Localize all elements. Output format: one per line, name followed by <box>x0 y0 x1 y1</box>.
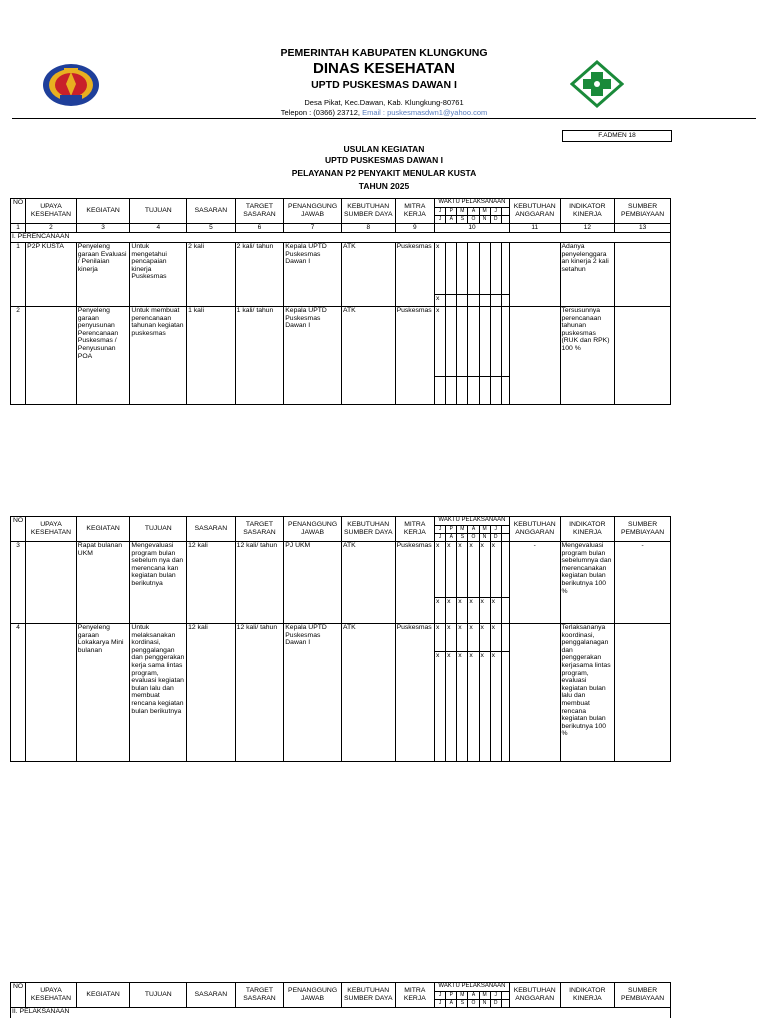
month-mark <box>446 307 457 377</box>
month-mark: x <box>468 624 479 652</box>
header-divider <box>12 118 756 119</box>
month-mark: x <box>490 542 501 598</box>
col-waktu: WAKTU PELAKSANAAN <box>435 983 510 992</box>
month-may: M <box>479 992 490 1000</box>
month-mark: x <box>446 652 457 762</box>
month-mark: x <box>446 542 457 598</box>
col-num: 10 <box>435 224 510 233</box>
row-pembiayaan <box>615 624 671 762</box>
row-sumber-daya: ATK <box>341 624 395 762</box>
row-upaya: P2P KUSTA <box>26 243 77 307</box>
col-anggaran: KEBUTUHAN ANGGARAN <box>509 517 560 542</box>
col-anggaran: KEBUTUHAN ANGGARAN <box>509 983 560 1008</box>
month-dec: D <box>490 534 501 542</box>
section-pelaksanaan: II. PELAKSANAAN <box>11 1008 671 1018</box>
col-sumber-daya: KEBUTUHAN SUMBER DAYA <box>341 199 395 224</box>
col-indikator: INDIKATOR KINERJA <box>560 517 615 542</box>
month-aug: A <box>446 1000 457 1008</box>
month-spacer <box>501 1000 509 1008</box>
month-mark <box>446 295 457 307</box>
col-tujuan: TUJUAN <box>130 199 187 224</box>
doc-title: USULAN KEGIATAN <box>343 144 425 154</box>
row-kegiatan: Penyeleng garaan Evaluasi / Penilaian kinerja <box>76 243 130 307</box>
col-sasaran: SASARAN <box>187 517 236 542</box>
row-sasaran: 12 kali <box>187 624 236 762</box>
month-mark: x <box>435 307 446 377</box>
month-spacer <box>501 526 509 534</box>
month-mar: M <box>457 992 468 1000</box>
row-sumber-daya: ATK <box>341 542 395 624</box>
month-mark: x <box>468 542 479 598</box>
month-mark <box>435 377 446 405</box>
month-mark <box>501 243 509 295</box>
month-mark: x <box>435 542 446 598</box>
col-num: 11 <box>509 224 560 233</box>
month-jul: J <box>435 216 446 224</box>
month-spacer <box>501 534 509 542</box>
col-sasaran: SASARAN <box>187 199 236 224</box>
month-mark <box>479 307 490 377</box>
activity-table-2 <box>10 516 671 762</box>
row-pj: Kepala UPTD Puskesmas Dawan I <box>284 243 342 307</box>
address: Desa Pikat, Kec.Dawan, Kab. Klungkung-80761 <box>304 98 464 107</box>
month-mark: x <box>479 624 490 652</box>
month-nov: N <box>479 1000 490 1008</box>
col-kegiatan: KEGIATAN <box>76 983 130 1008</box>
month-feb: P <box>446 208 457 216</box>
month-may: M <box>479 526 490 534</box>
activity-table-3 <box>10 982 671 1018</box>
row-tujuan: Untuk mengetahui pencapaian kinerja Puskesmas <box>130 243 187 307</box>
month-aug: A <box>446 216 457 224</box>
row-no: 4 <box>11 624 26 762</box>
row-target: 2 kali/ tahun <box>235 243 284 307</box>
month-mark <box>479 243 490 295</box>
table-row <box>11 307 671 377</box>
row-pembiayaan <box>615 243 671 307</box>
row-no: 2 <box>11 307 26 405</box>
month-jul: J <box>435 534 446 542</box>
month-mark <box>490 243 501 295</box>
row-sasaran: 1 kali <box>187 307 236 405</box>
month-mark: x <box>490 598 501 624</box>
col-indikator: INDIKATOR KINERJA <box>560 199 615 224</box>
email-link[interactable]: Email : puskesmasdwn1@yahoo.com <box>362 108 488 117</box>
row-indikator: Mengevaluasi program bulan sebelumnya dan merencanakan kegiatan bulan berikutnya 100 % <box>560 542 615 624</box>
row-sumber-daya: ATK <box>341 307 395 405</box>
col-num: 9 <box>395 224 434 233</box>
row-mitra: Puskesmas <box>395 243 434 307</box>
form-code: F.ADMEN 18 <box>562 130 672 142</box>
month-mark: x <box>446 598 457 624</box>
month-dec: D <box>490 1000 501 1008</box>
col-num: 7 <box>284 224 342 233</box>
month-oct: O <box>468 216 479 224</box>
col-num: 1 <box>11 224 26 233</box>
month-mark <box>468 295 479 307</box>
month-mark: x <box>457 542 468 598</box>
month-mark: x <box>435 598 446 624</box>
month-mark: x <box>468 652 479 762</box>
month-jan: J <box>435 208 446 216</box>
month-nov: N <box>479 216 490 224</box>
month-mark <box>490 295 501 307</box>
month-mark <box>457 295 468 307</box>
month-mar: M <box>457 208 468 216</box>
month-mark <box>479 295 490 307</box>
month-spacer <box>501 216 509 224</box>
col-pembiayaan: SUMBER PEMBIAYAAN <box>615 199 671 224</box>
row-sasaran: 2 kali <box>187 243 236 307</box>
row-upaya <box>26 624 77 762</box>
month-apr: A <box>468 992 479 1000</box>
month-oct: O <box>468 534 479 542</box>
col-num: 6 <box>235 224 284 233</box>
month-sep: S <box>457 216 468 224</box>
row-tujuan: Untuk melaksanakan kordinasi, penggalangan dan penggerakan kerja sama lintas program, evaluasi kegiatan bulan lalu dan membuat rencana kegiatan bulan berikutnya <box>130 624 187 762</box>
row-anggaran: - <box>509 542 560 624</box>
month-mark <box>501 652 509 762</box>
doc-year: TAHUN 2025 <box>358 181 410 191</box>
row-sasaran: 12 kali <box>187 542 236 624</box>
month-mark <box>446 243 457 295</box>
col-kegiatan: KEGIATAN <box>76 517 130 542</box>
col-num: 8 <box>341 224 395 233</box>
col-pembiayaan: SUMBER PEMBIAYAAN <box>615 517 671 542</box>
col-tujuan: TUJUAN <box>130 983 187 1008</box>
month-mark <box>501 295 509 307</box>
row-pj: Kepala UPTD Puskesmas Dawan I <box>284 307 342 405</box>
col-pembiayaan: SUMBER PEMBIAYAAN <box>615 983 671 1008</box>
month-mark: x <box>446 624 457 652</box>
month-mark <box>468 307 479 377</box>
col-upaya: UPAYA KESEHATAN <box>26 983 77 1008</box>
col-target: TARGET SASARAN <box>235 199 284 224</box>
col-num: 12 <box>560 224 615 233</box>
col-no: NO <box>11 517 26 542</box>
col-sasaran: SASARAN <box>187 983 236 1008</box>
row-target: 12 kali/ tahun <box>235 624 284 762</box>
month-mark: x <box>479 652 490 762</box>
col-mitra: MITRA KERJA <box>395 517 434 542</box>
row-pj: Kepala UPTD Puskesmas Dawan I <box>284 624 342 762</box>
month-mar: M <box>457 526 468 534</box>
month-jan: J <box>435 526 446 534</box>
table-row <box>11 624 671 652</box>
month-mark <box>446 377 457 405</box>
month-may: M <box>479 208 490 216</box>
col-num: 5 <box>187 224 236 233</box>
gov-name: PEMERINTAH KABUPATEN KLUNGKUNG <box>280 47 488 59</box>
section-perencanaan: I. PERENCANAAN <box>11 233 671 243</box>
row-anggaran <box>509 307 560 405</box>
month-mark <box>490 377 501 405</box>
column-number-row <box>11 224 671 233</box>
col-upaya: UPAYA KESEHATAN <box>26 517 77 542</box>
month-mark: x <box>490 624 501 652</box>
month-oct: O <box>468 1000 479 1008</box>
col-target: TARGET SASARAN <box>235 517 284 542</box>
phone: Telepon : (0366) 23712, <box>280 108 360 117</box>
col-num: 3 <box>76 224 130 233</box>
month-mark: x <box>457 598 468 624</box>
col-pj: PENANGGUNG JAWAB <box>284 983 342 1008</box>
month-sep: S <box>457 534 468 542</box>
month-mark: x <box>468 598 479 624</box>
row-mitra: Puskesmas <box>395 542 434 624</box>
month-aug: A <box>446 534 457 542</box>
month-mark <box>457 307 468 377</box>
month-spacer <box>501 992 509 1000</box>
col-upaya: UPAYA KESEHATAN <box>26 199 77 224</box>
col-waktu: WAKTU PELAKSANAAN <box>435 517 510 526</box>
month-jul: J <box>435 1000 446 1008</box>
row-tujuan: Mengevaluasi program bulan sebelum nya dan merencana kan kegiatan bulan berikutnya <box>130 542 187 624</box>
row-tujuan: Untuk membuat perencanaan tahunan kegiatan puskesmas <box>130 307 187 405</box>
row-target: 12 kali/ tahun <box>235 542 284 624</box>
table-row <box>11 243 671 295</box>
month-apr: A <box>468 526 479 534</box>
agency-name: DINAS KESEHATAN <box>313 60 455 77</box>
month-mark <box>457 243 468 295</box>
row-mitra: Puskesmas <box>395 624 434 762</box>
activity-table-1 <box>10 198 671 405</box>
doc-program: PELAYANAN P2 PENYAKIT MENULAR KUSTA <box>291 168 477 178</box>
row-mitra: Puskesmas <box>395 307 434 405</box>
row-pj: PJ UKM <box>284 542 342 624</box>
row-no: 3 <box>11 542 26 624</box>
month-mark: x <box>457 652 468 762</box>
row-anggaran <box>509 243 560 307</box>
month-spacer <box>501 208 509 216</box>
month-mark: x <box>435 295 446 307</box>
col-sumber-daya: KEBUTUHAN SUMBER DAYA <box>341 517 395 542</box>
row-upaya <box>26 307 77 405</box>
col-anggaran: KEBUTUHAN ANGGARAN <box>509 199 560 224</box>
contact-line <box>0 108 768 117</box>
col-pj: PENANGGUNG JAWAB <box>284 199 342 224</box>
month-mark: x <box>457 624 468 652</box>
row-anggaran <box>509 624 560 762</box>
month-dec: D <box>490 216 501 224</box>
col-num: 4 <box>130 224 187 233</box>
month-apr: A <box>468 208 479 216</box>
month-mark <box>490 307 501 377</box>
col-waktu: WAKTU PELAKSANAAN <box>435 199 510 208</box>
row-kegiatan: Penyeleng garaan Lokakarya Mini bulanan <box>76 624 130 762</box>
table-row <box>11 542 671 598</box>
row-pembiayaan: - <box>615 542 671 624</box>
unit-name: UPTD PUSKESMAS DAWAN I <box>311 79 457 91</box>
row-indikator: Adanya penyelenggara an kinerja 2 kali setahun <box>560 243 615 307</box>
month-mark: x <box>435 652 446 762</box>
row-kegiatan: Rapat bulanan UKM <box>76 542 130 624</box>
row-indikator: Terlaksananya koordinasi, penggalanagan dan penggerakan kerjasama lintas program, evaluasi kegiatan bulan lalu dan membuat rencana kegiatan bulan berikutnya 100 % <box>560 624 615 762</box>
col-kegiatan: KEGIATAN <box>76 199 130 224</box>
row-indikator: Tersusunnya perencanaan tahunan puskesmas (RUK dan RPK) 100 % <box>560 307 615 405</box>
month-mark <box>501 598 509 624</box>
month-jan: J <box>435 992 446 1000</box>
row-kegiatan: Penyeleng garaan penyusunan Perencanaan Puskesmas / Penyusunan POA <box>76 307 130 405</box>
row-target: 1 kali/ tahun <box>235 307 284 405</box>
col-mitra: MITRA KERJA <box>395 983 434 1008</box>
col-target: TARGET SASARAN <box>235 983 284 1008</box>
month-mark: x <box>435 624 446 652</box>
month-mark: x <box>479 542 490 598</box>
month-mark <box>468 377 479 405</box>
month-mark: x <box>479 598 490 624</box>
month-mark <box>501 307 509 377</box>
row-upaya <box>26 542 77 624</box>
month-mark <box>501 624 509 652</box>
col-tujuan: TUJUAN <box>130 517 187 542</box>
row-pembiayaan <box>615 307 671 405</box>
month-jun: J <box>490 992 501 1000</box>
month-jun: J <box>490 208 501 216</box>
month-mark: x <box>435 243 446 295</box>
month-nov: N <box>479 534 490 542</box>
month-mark <box>468 243 479 295</box>
row-sumber-daya: ATK <box>341 243 395 307</box>
month-mark <box>501 377 509 405</box>
col-sumber-daya: KEBUTUHAN SUMBER DAYA <box>341 983 395 1008</box>
row-no: 1 <box>11 243 26 307</box>
month-mark <box>501 542 509 598</box>
doc-subtitle: UPTD PUSKESMAS DAWAN I <box>324 155 444 165</box>
month-feb: P <box>446 526 457 534</box>
col-no: NO <box>11 199 26 224</box>
month-sep: S <box>457 1000 468 1008</box>
month-feb: P <box>446 992 457 1000</box>
col-num: 2 <box>26 224 77 233</box>
col-mitra: MITRA KERJA <box>395 199 434 224</box>
month-mark <box>457 377 468 405</box>
col-num: 13 <box>615 224 671 233</box>
col-pj: PENANGGUNG JAWAB <box>284 517 342 542</box>
month-jun: J <box>490 526 501 534</box>
month-mark: x <box>490 652 501 762</box>
col-no: NO <box>11 983 26 1008</box>
month-mark <box>479 377 490 405</box>
col-indikator: INDIKATOR KINERJA <box>560 983 615 1008</box>
